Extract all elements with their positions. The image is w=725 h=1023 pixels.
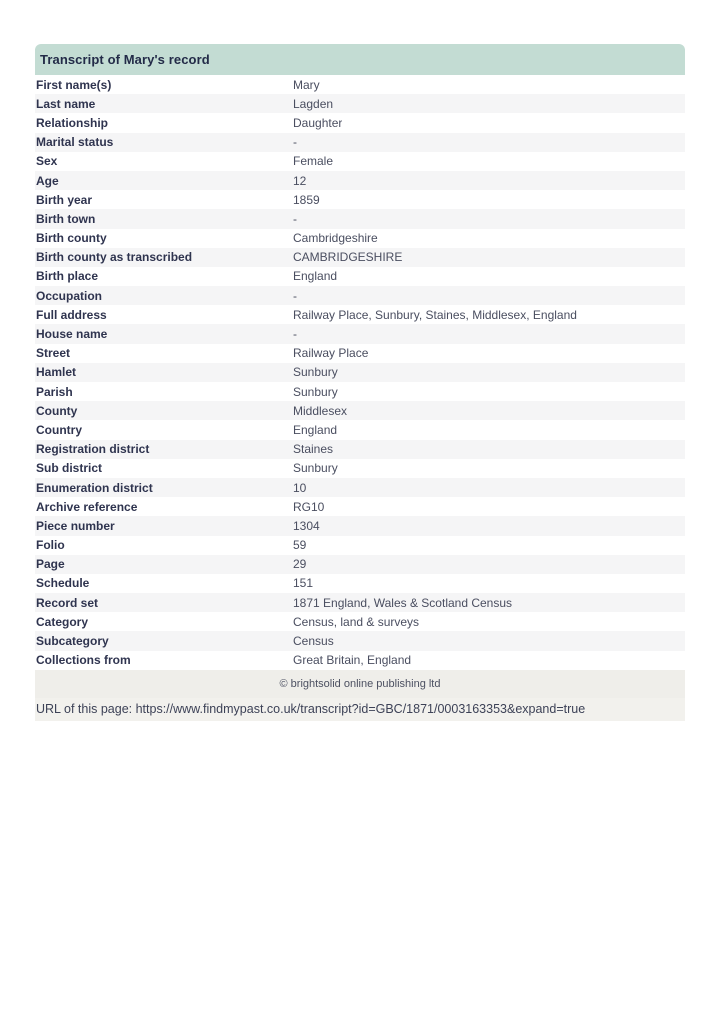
field-label: Street [36,346,71,361]
field-label: Record set [36,595,99,610]
record-row [35,171,685,190]
field-value: 1871 England, Wales & Scotland Census [293,595,513,610]
field-value: 12 [293,173,307,188]
record-row [35,248,685,267]
record-row [35,612,685,631]
field-value: Great Britain, England [293,653,412,668]
field-value: RG10 [293,499,325,514]
transcript-header [35,44,685,75]
field-label: Piece number [36,518,115,533]
record-row [35,229,685,248]
record-row [35,324,685,343]
field-label: Folio [36,538,65,553]
url-line [35,698,685,721]
record-row [35,631,685,650]
field-value: Census, land & surveys [293,614,420,629]
page-title: Transcript of Mary's record [40,52,210,67]
record-row [35,440,685,459]
field-label: Registration district [36,442,150,457]
url-line-url: https://www.findmypast.co.uk/transcript?id=GBC/1871/0003163353&expand=true [135,702,586,717]
field-value: Cambridgeshire [293,231,378,246]
record-row [35,593,685,612]
field-label: Marital status [36,135,114,150]
field-value: CAMBRIDGESHIRE [293,250,403,265]
field-label: Hamlet [36,365,77,380]
field-label: Parish [36,384,73,399]
record-row [35,497,685,516]
record-row [35,344,685,363]
field-label: Age [36,173,59,188]
record-row [35,401,685,420]
field-value: 29 [293,557,307,572]
record-row [35,133,685,152]
record-row [35,420,685,439]
copyright-bar [35,670,685,698]
field-value: Middlesex [293,403,348,418]
record-row [35,190,685,209]
field-label: Sub district [36,461,103,476]
record-row [35,152,685,171]
record-row [35,209,685,228]
field-value: 10 [293,480,307,495]
field-value: - [293,288,297,303]
field-value: Sunbury [293,384,338,399]
field-value: Sunbury [293,461,338,476]
field-value: 59 [293,538,307,553]
field-label: Archive reference [36,499,138,514]
field-label: Occupation [36,288,103,303]
field-value: 1859 [293,192,320,207]
field-label: Full address [36,307,107,322]
field-value: Daughter [293,115,343,130]
field-value: Female [293,154,334,169]
field-value: Staines [293,442,334,457]
field-value: Sunbury [293,365,338,380]
field-label: Birth county as transcribed [36,250,193,265]
field-label: County [36,403,78,418]
field-label: Page [36,557,65,572]
record-row [35,75,685,94]
record-row [35,382,685,401]
field-value: England [293,269,338,284]
record-row [35,305,685,324]
field-label: Birth town [36,211,96,226]
record-row [35,94,685,113]
field-value: - [293,135,297,150]
field-label: Last name [36,96,96,111]
field-value: 1304 [293,518,320,533]
record-row [35,286,685,305]
field-value: Railway Place [293,346,369,361]
record-row [35,555,685,574]
field-label: First name(s) [36,77,112,92]
record-row [35,536,685,555]
record-row [35,651,685,670]
record-row [35,478,685,497]
field-label: Sex [36,154,58,169]
field-value: - [293,327,297,342]
field-value: England [293,422,338,437]
field-label: Birth year [36,192,93,207]
field-label: Enumeration district [36,480,153,495]
field-label: Birth place [36,269,99,284]
field-label: House name [36,327,108,342]
record-row [35,574,685,593]
field-label: Category [36,614,89,629]
copyright-text: © brightsolid online publishing ltd [279,677,441,690]
field-value: Lagden [293,96,334,111]
record-rows [35,75,685,670]
transcript-card [35,44,685,721]
field-label: Collections from [36,653,131,668]
field-value: Mary [293,77,320,92]
field-label: Relationship [36,115,109,130]
field-value: 151 [293,576,314,591]
record-row [35,113,685,132]
field-label: Birth county [36,231,107,246]
field-value: Railway Place, Sunbury, Staines, Middlesex, England [293,307,577,322]
record-row [35,363,685,382]
url-line-label: URL of this page: [36,702,136,717]
field-label: Subcategory [36,634,109,649]
field-value: Census [293,634,334,649]
record-row [35,267,685,286]
record-row [35,459,685,478]
field-label: Country [36,422,82,437]
field-label: Schedule [36,576,90,591]
record-row [35,516,685,535]
field-value: - [293,211,297,226]
